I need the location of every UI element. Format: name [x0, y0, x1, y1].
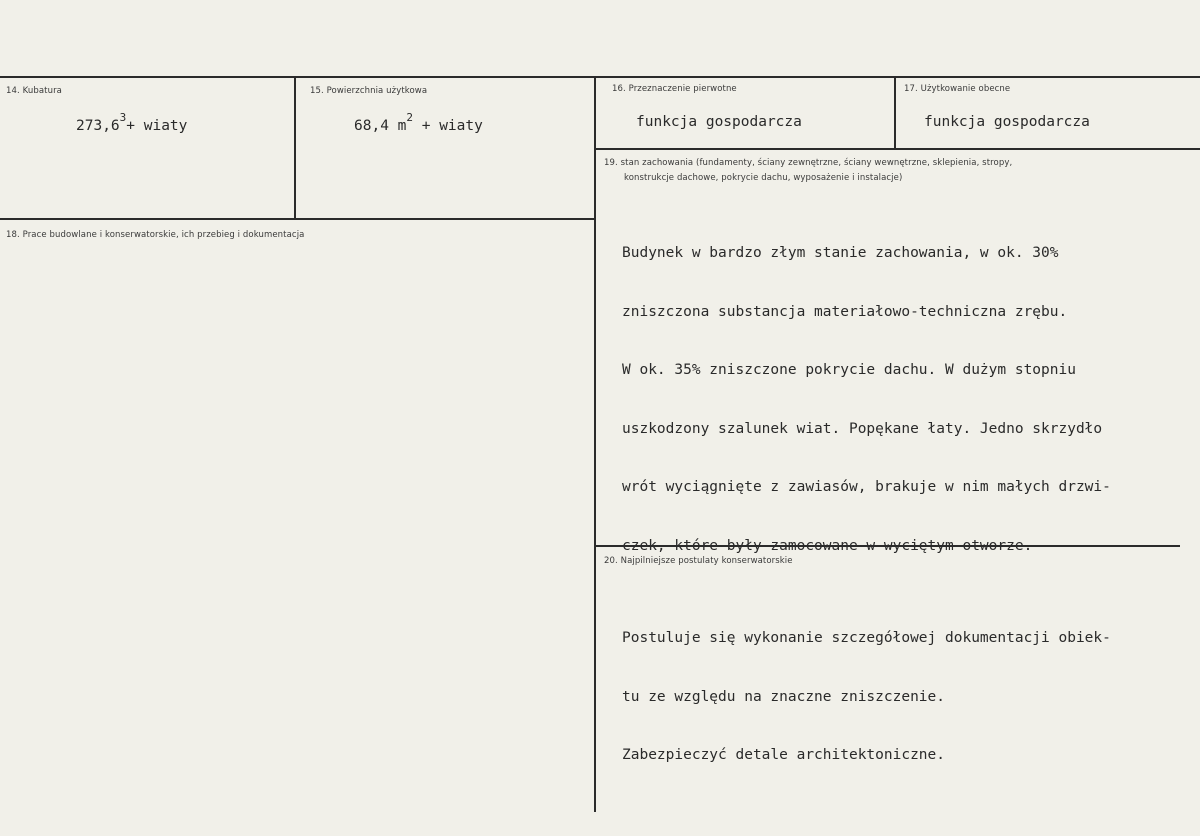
- field-19-line: czek, które były zamocowane w wyciętym otworze.: [622, 537, 1033, 554]
- divider-14-15: [294, 76, 296, 220]
- field-20-line: Zabezpieczyć detale architektoniczne.: [622, 747, 946, 763]
- field-15-value-main: 68,4 m: [354, 117, 407, 134]
- field-19-label-line1: 19. stan zachowania (fundamenty, ściany zewnętrzne, ściany wewnętrzne, sklepienia, stropy,: [604, 158, 1013, 168]
- field-14-value-main: 273,6: [76, 117, 120, 134]
- field-20-text: [622, 590, 1111, 805]
- field-14-value-sup: 3: [119, 111, 127, 124]
- field-19-line: uszkodzony szalunek wiat. Popękane łaty. Jedno skrzydło: [622, 420, 1103, 437]
- field-15-value-rest: + wiaty: [413, 117, 483, 134]
- field-19-line: wrót wyciągnięte z zawiasów, brakuje w nim małych drzwi-: [622, 479, 1111, 495]
- field-14-label: 14. Kubatura: [6, 86, 62, 96]
- field-15-value: [354, 111, 483, 136]
- center-divider: [594, 76, 596, 812]
- field-19-line: W ok. 35% zniszczone pokrycie dachu. W dużym stopniu: [622, 362, 1076, 378]
- field-16-value: funkcja gospodarcza: [636, 114, 802, 130]
- field-20-label: 20. Najpilniejsze postulaty konserwatorskie: [604, 556, 793, 566]
- field-19-line: zniszczona substancja materiałowo-techniczna zrębu.: [622, 303, 1068, 320]
- top-rule: [0, 76, 1200, 78]
- field-14-value-rest: + wiaty: [126, 117, 188, 134]
- field-19-text: [622, 205, 1111, 595]
- field-16-label: 16. Przeznaczenie pierwotne: [612, 84, 737, 94]
- field-17-value: funkcja gospodarcza: [924, 114, 1090, 130]
- field-20-line: tu ze względu na znaczne zniszczenie.: [622, 688, 946, 705]
- field-19-line: Budynek w bardzo złym stanie zachowania, w ok. 30%: [622, 245, 1059, 261]
- field-14-value: [76, 111, 187, 136]
- rule-under-16-17: [596, 148, 1200, 150]
- field-20-line: Postuluje się wykonanie szczegółowej dokumentacji obiek-: [622, 630, 1111, 646]
- field-19-label-line2: konstrukcje dachowe, pokrycie dachu, wyposażenie i instalacje): [624, 173, 903, 183]
- field-17-label: 17. Użytkowanie obecne: [904, 84, 1011, 94]
- field-15-label: 15. Powierzchnia użytkowa: [310, 86, 428, 96]
- field-18-label: 18. Prace budowlane i konserwatorskie, ich przebieg i dokumentacja: [6, 230, 305, 240]
- divider-16-17: [894, 76, 896, 150]
- rule-under-14-15: [0, 218, 596, 220]
- field-15-value-sup: 2: [406, 111, 414, 124]
